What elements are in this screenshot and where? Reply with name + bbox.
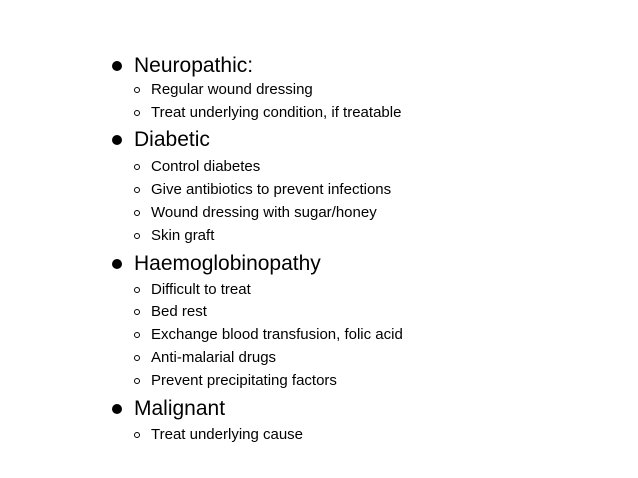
sub-bullet-text: Treat underlying condition, if treatable [151, 104, 402, 121]
hollow-bullet-icon [134, 210, 140, 216]
heading-text: Malignant [134, 397, 226, 420]
hollow-bullet-icon [134, 378, 140, 384]
sub-bullet-item [134, 371, 534, 391]
hollow-bullet-icon [134, 164, 140, 170]
hollow-bullet-icon [134, 110, 140, 116]
filled-bullet-icon [112, 404, 122, 414]
sub-bullet-text: Prevent precipitating factors [151, 372, 337, 389]
sub-bullet-item [134, 226, 534, 246]
filled-bullet-icon [112, 135, 122, 145]
bullet-heading-malignant [112, 395, 412, 423]
sub-bullet-text: Exchange blood transfusion, folic acid [151, 326, 403, 343]
sub-bullet-item [134, 325, 534, 345]
hollow-bullet-icon [134, 432, 140, 438]
sub-bullet-text: Give antibiotics to prevent infections [151, 181, 392, 198]
filled-bullet-icon [112, 61, 122, 71]
heading-text: Neuropathic: [134, 54, 254, 77]
sub-bullet-item [134, 280, 534, 300]
filled-bullet-icon [112, 259, 122, 269]
bullet-heading-haemoglobinopathy [112, 250, 412, 278]
hollow-bullet-icon [134, 87, 140, 93]
heading-text: Haemoglobinopathy [134, 252, 321, 275]
hollow-bullet-icon [134, 233, 140, 239]
sub-bullet-text: Skin graft [151, 227, 215, 244]
sub-bullet-text: Anti-malarial drugs [151, 349, 277, 366]
sub-bullet-item [134, 203, 534, 223]
sub-bullet-text: Difficult to treat [151, 281, 251, 298]
sub-bullet-text: Regular wound dressing [151, 81, 313, 98]
hollow-bullet-icon [134, 187, 140, 193]
hollow-bullet-icon [134, 355, 140, 361]
hollow-bullet-icon [134, 287, 140, 293]
sub-bullet-text: Bed rest [151, 303, 207, 320]
sub-bullet-item [134, 157, 534, 177]
sub-bullet-text: Treat underlying cause [151, 426, 304, 443]
sub-bullet-item [134, 80, 534, 100]
sub-bullet-item [134, 425, 534, 445]
sub-bullet-item [134, 348, 534, 368]
sub-bullet-text: Wound dressing with sugar/honey [151, 204, 377, 221]
hollow-bullet-icon [134, 309, 140, 315]
bullet-heading-diabetic [112, 126, 412, 154]
sub-bullet-item [134, 103, 534, 123]
hollow-bullet-icon [134, 332, 140, 338]
heading-text: Diabetic [134, 128, 210, 151]
sub-bullet-text: Control diabetes [151, 158, 261, 175]
sub-bullet-item [134, 180, 534, 200]
sub-bullet-item [134, 302, 534, 322]
bullet-heading-neuropathic [112, 52, 412, 80]
